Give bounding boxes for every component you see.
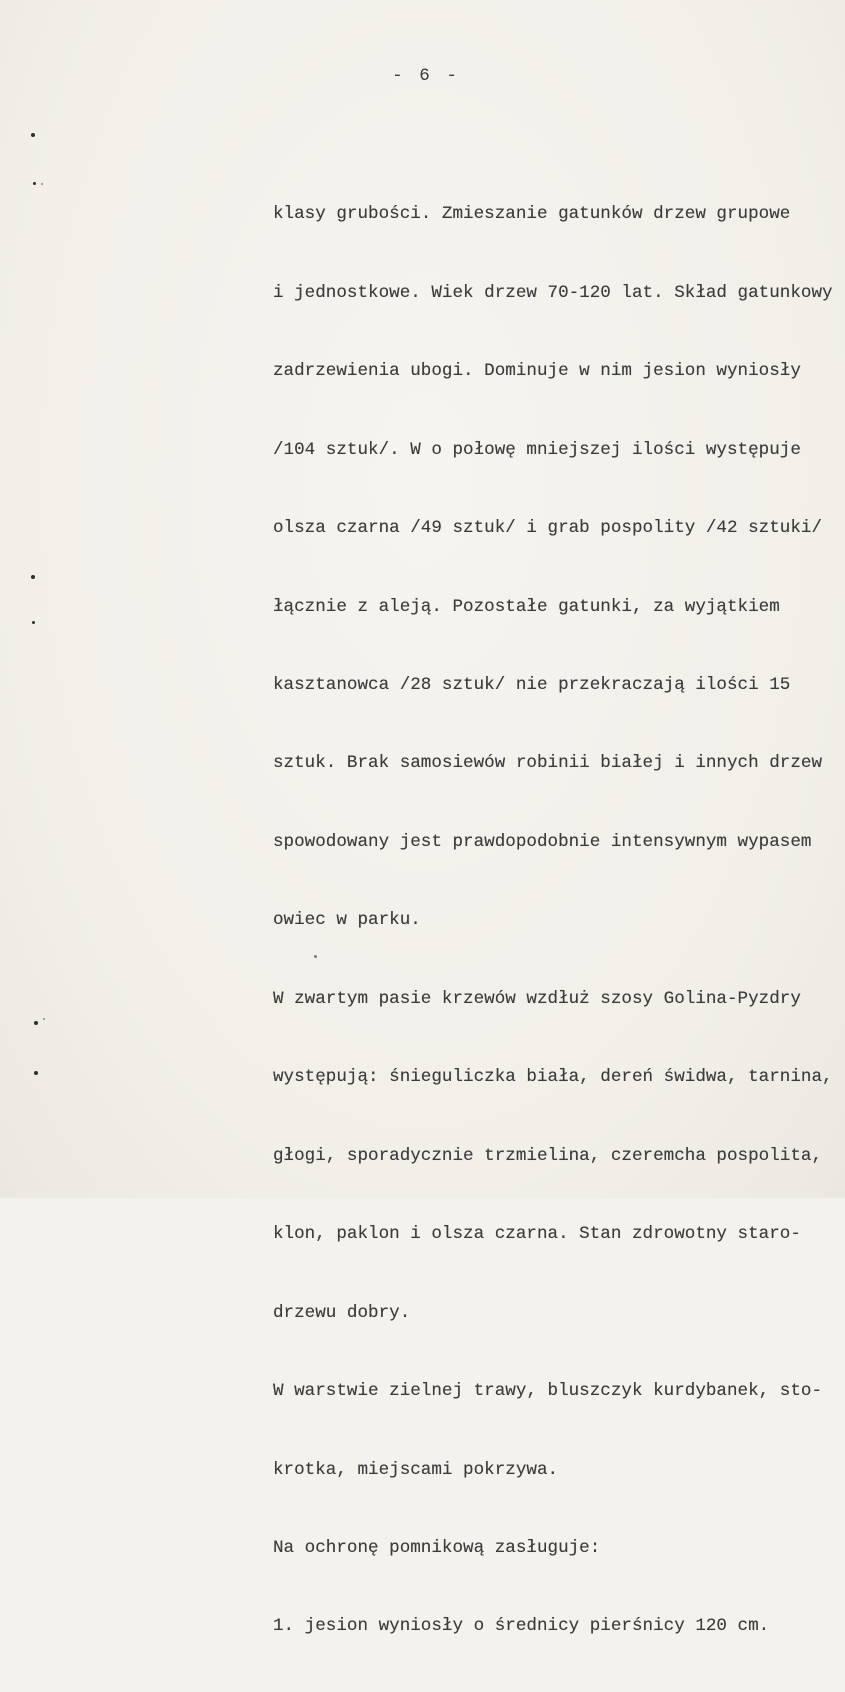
text-line: Na ochronę pomnikową zasługuje:	[273, 1538, 601, 1559]
text-line: spowodowany jest prawdopodobnie intensywnym wypasem	[273, 831, 812, 852]
text-line: /104 sztuk/. W o połowę mniejszej ilości występuje	[273, 439, 801, 460]
text-line: drzewu dobry.	[273, 1302, 411, 1323]
text-line: i jednostkowe. Wiek drzew 70-120 lat. Skład gatunkowy	[273, 282, 833, 303]
text-line: W zwartym pasie krzewów wzdłuż szosy Golina-Pyzdry	[273, 988, 801, 1009]
scan-speck	[314, 955, 317, 958]
scan-speck	[33, 182, 36, 185]
scan-speck	[34, 1021, 38, 1025]
text-line: klon, paklon i olsza czarna. Stan zdrowotny staro-	[273, 1224, 801, 1245]
text-line: kasztanowca /28 sztuk/ nie przekraczają ilości 15	[273, 675, 791, 696]
text-line: 1. jesion wyniosły o średnicy pierśnicy 120 cm.	[273, 1616, 770, 1637]
scan-speck	[41, 183, 43, 185]
text-line: występują: śnieguliczka biała, dereń świdwa, tarnina,	[273, 1067, 833, 1088]
text-line: klasy grubości. Zmieszanie gatunków drzew grupowe	[273, 204, 791, 225]
scan-speck	[31, 133, 35, 137]
text-line: W warstwie zielnej trawy, bluszczyk kurdybanek, sto-	[273, 1381, 823, 1402]
text-line: łącznie z aleją. Pozostałe gatunki, za wyjątkiem	[273, 596, 780, 617]
scan-speck	[34, 1071, 38, 1075]
text-line: zadrzewienia ubogi. Dominuje w nim jesion wyniosły	[273, 361, 801, 382]
scan-speck	[43, 1018, 45, 1020]
page-number: - 6 -	[392, 66, 457, 86]
text-line: olsza czarna /49 sztuk/ i grab pospolity /42 sztuki/	[273, 518, 823, 539]
text-line: sztuk. Brak samosiewów robinii białej i innych drzew	[273, 753, 823, 774]
body-text	[273, 149, 839, 1692]
scan-speck	[32, 621, 35, 624]
text-line: krotka, miejscami pokrzywa.	[273, 1459, 559, 1480]
text-line: owiec w parku.	[273, 910, 421, 931]
scan-speck	[31, 575, 35, 579]
text-line: głogi, sporadycznie trzmielina, czeremcha pospolita,	[273, 1145, 823, 1166]
